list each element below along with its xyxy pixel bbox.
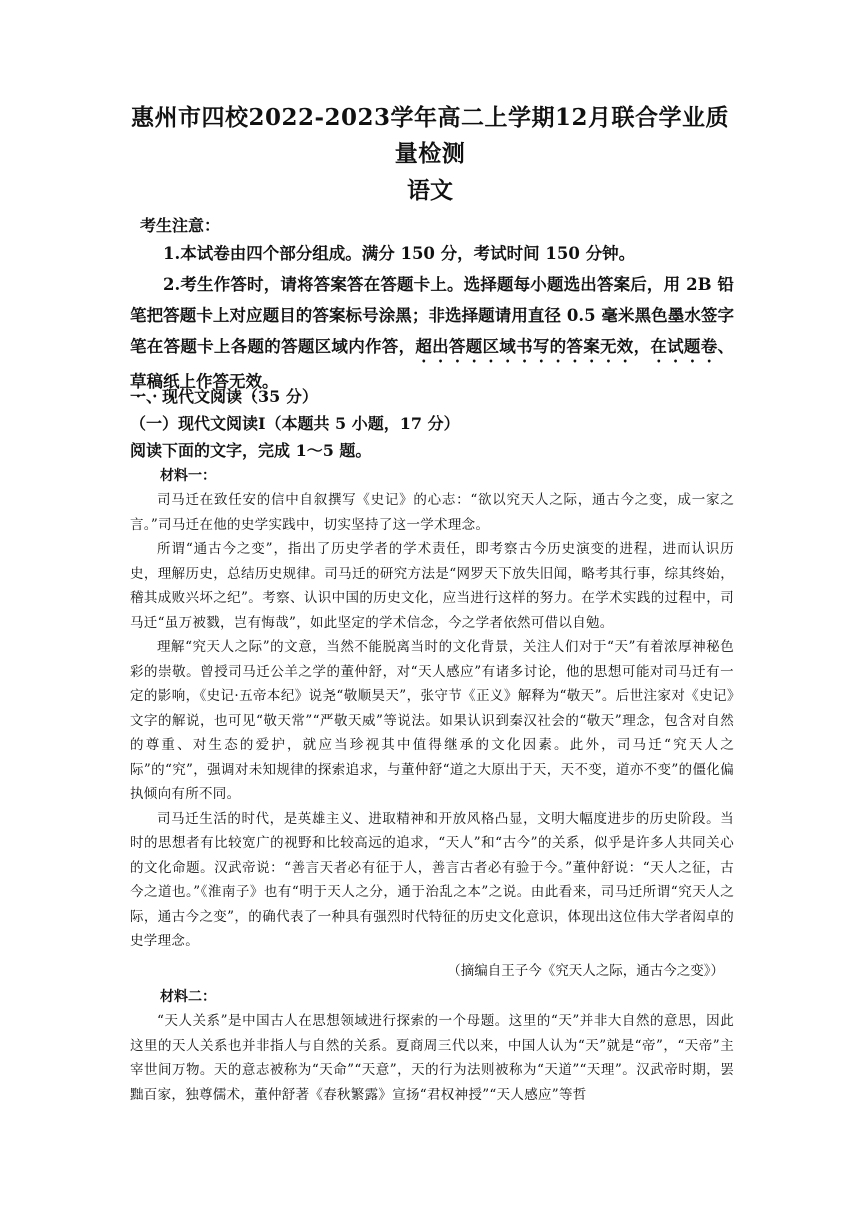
subsection-heading: （一）现代文阅读Ⅰ（本题共 5 小题，17 分） (130, 414, 460, 433)
paragraph: 司马迁在致任安的信中自叙撰写《史记》的心志：“欲以究天人之际，通古今之变，成一家之言。”司马迁在他的史学实践中，切实坚持了这一学术理念。 (130, 492, 734, 533)
notice-item-1: 1.本试卷由四个部分组成。满分 150 分，考试时间 150 分钟。 (163, 244, 636, 263)
notice-item-2-text: 2.考生作答时，请将答案答在答题卡上。选择题每小题选出答案后，用 2B 铅笔把答题卡上对应题目的答案标号涂黑；非选择题请用直径 0.5 毫米黑色墨水签字笔在答题卡上各题的答题区域内作答， (130, 275, 734, 356)
exam-title: 惠州市四校2022-2023学年高二上学期12月联合学业质量检测 (130, 104, 730, 167)
paragraph: 理解“究天人之际”的文意，当然不能脱离当时的文化背景，关注人们对于“天”有着浓厚神秘色彩的崇敬。曾授司马迁公羊之学的董仲舒，对“天人感应”有诸多讨论，他的思想可能对司马迁有一定的影响，《史记·五帝本纪》说尧“敬顺昊天”，张守节《正义》解释为“敬天”。后世注家对《史记》文字的解说，也可见“敬天常”“严敬天威”等说法。如果认识到秦汉社会的“敬天”理念，包含对自然的尊重、对生态的爱护，就应当珍视其中值得继承的文化因素。此外，司马迁“究天人之际”的“究”，强调对未知规律的探索追求，与董仲舒“道之大原出于天，天不变，道亦不变”的僵化偏执倾向有所不同。 (130, 639, 734, 802)
subject-title: 语文 (407, 177, 453, 204)
material-1-label: 材料一： (160, 468, 216, 484)
material-2-body (130, 1009, 734, 1107)
material-1-source: （摘编自王子今《究天人之际，通古今之变》） (447, 963, 724, 979)
notice-heading: 考生注意： (140, 216, 221, 235)
paragraph: “天人关系”是中国古人在思想领域进行探索的一个母题。这里的“天”并非大自然的意思，因此这里的天人关系也并非指人与自然的关系。夏商周三代以来，中国人认为“天”就是“帝”，“天帝”主宰世间万物。天的意志被称为“天命”“天意”，天的行为法则被称为“天道”“天理”。汉武帝时期，罢黜百家，独尊儒术，董仲舒著《春秋繁露》宣扬“君权神授”“天人感应”等哲 (130, 1013, 734, 1103)
paragraph: 司马迁生活的时代，是英雄主义、进取精神和开放风格凸显，文明大幅度进步的历史阶段。当时的思想者有比较宽广的视野和比较高远的追求，“天人”和“古今”的关系，似乎是许多人共同关心的文化命题。汉武帝说：“善言天者必有征于人，善言古者必有验于今。”董仲舒说：“天人之征，古今之道也。”《淮南子》也有“明于天人之分，通于治乱之本”之说。由此看来，司马迁所谓“究天人之际，通古今之变”，的确代表了一种具有强烈时代特征的历史文化意识，体现出这位伟大学者闳卓的史学理念。 (130, 810, 734, 949)
paragraph: 所谓“通古今之变”，指出了历史学者的学术责任，即考察古今历史演变的进程，进而认识历史，理解历史，总结历史规律。司马迁的研究方法是“网罗天下放失旧闻，略考其行事，综其终始，稽其成败兴坏之纪”。考察、认识中国的历史文化，应当进行这样的努力。在学术实践的过程中，司马迁“虽万被戮，岂有悔哉”，如此坚定的学术信念，今之学者依然可借以自勉。 (130, 541, 734, 631)
material-1-body (130, 488, 734, 954)
notice-item-2 (130, 269, 734, 401)
material-2-label: 材料二： (160, 989, 216, 1005)
notice-item-2-emphasis: 超出答题区域书写的答案无效，在试题卷、草稿纸上作答无效 (130, 337, 735, 391)
reading-instruction: 阅读下面的文字，完成 1～5 题。 (130, 441, 372, 460)
section-heading: 一、现代文阅读（35 分） (130, 387, 318, 406)
notice-item-2-end: 。 (262, 372, 279, 391)
